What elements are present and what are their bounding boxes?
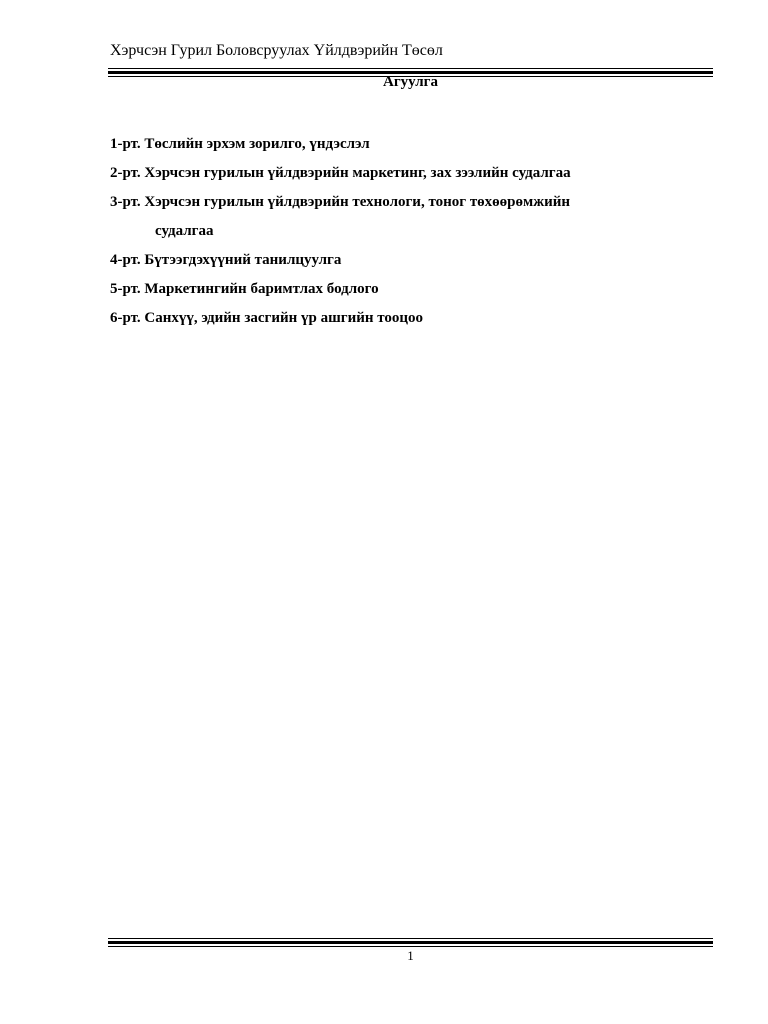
toc-item-1: 1-рт. Төслийн эрхэм зорилго, үндэслэл [110,136,370,152]
toc-item-5: 5-рт. Маркетингийн баримтлах бодлого [110,281,379,297]
document-header-title: Хэрчсэн Гурил Боловсруулах Үйлдвэрийн Төсөл [110,42,443,59]
toc-item-3: 3-рт. Хэрчсэн гурилын үйлдвэрийн технологи, тоног төхөөрөмжийн [110,194,571,210]
toc-item-2: 2-рт. Хэрчсэн гурилын үйлдвэрийн маркетинг, зах зээлийн судалгаа [110,165,571,181]
toc-item-3-continuation: судалгаа [155,223,214,239]
toc-item-6: 6-рт. Санхүү, эдийн засгийн үр ашгийн тооцоо [110,310,424,326]
page-number: 1 [407,948,414,963]
toc-item-4: 4-рт. Бүтээгдэхүүний танилцуулга [110,252,342,268]
toc-heading: Агуулга [383,74,438,90]
table-of-contents [110,130,710,333]
footer-divider [108,938,713,947]
